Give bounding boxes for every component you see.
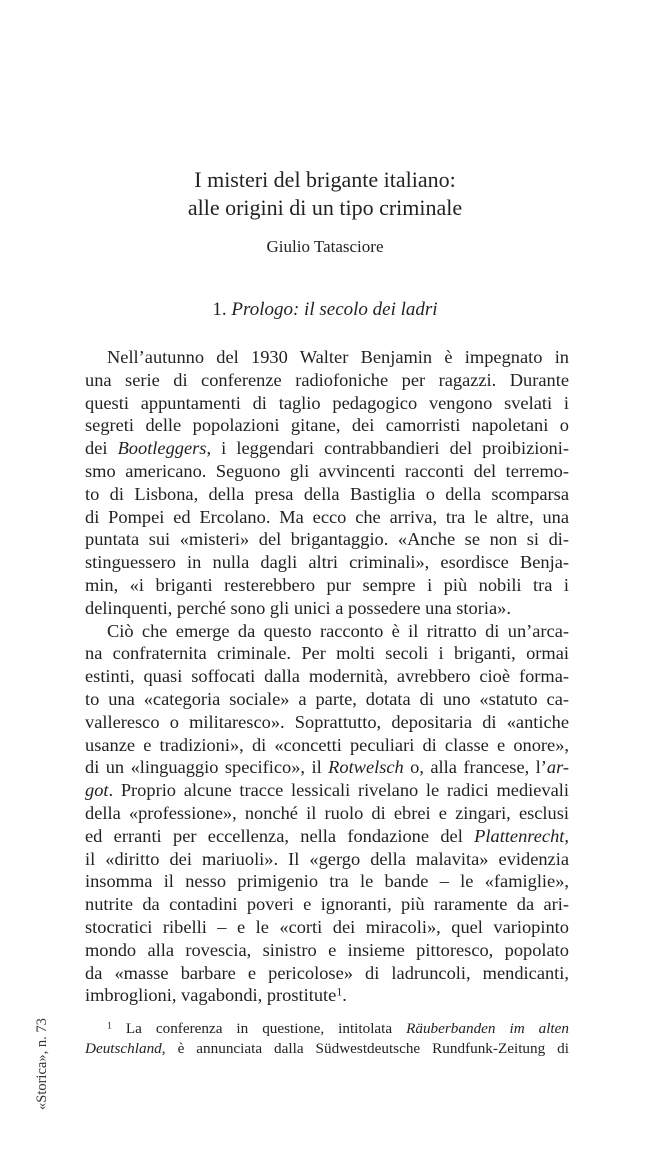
text-run: ed erranti per eccellenza, nella fondazione del	[85, 825, 475, 846]
body-text	[85, 346, 569, 1007]
text-run: imbroglioni, vagabondi, prostitute	[85, 985, 337, 1006]
text-run: .	[342, 985, 347, 1006]
text-run: o, alla francese, l’	[403, 757, 547, 778]
paragraph-1-line: stinguessero in nulla dagli altri criminali», esordisce Benja-	[85, 552, 569, 573]
footnote-marker[interactable]: 1	[336, 984, 343, 999]
paragraph-2-line: stocratici ribelli – e le «corti dei miracoli», quel variopinto	[85, 916, 569, 937]
paragraph-2-line	[85, 825, 569, 848]
section-heading	[0, 298, 650, 322]
footnote	[85, 1019, 569, 1059]
paragraph-1-line: to di Lisbona, della presa della Bastiglia o della scomparsa	[85, 483, 569, 504]
paragraph-2-line: della «professione», nonché il ruolo di ebrei e zingari, esclusi	[85, 802, 569, 823]
author-name: Giulio Tatasciore	[266, 237, 384, 256]
journal-reference: «Storica», n. 73	[34, 1018, 50, 1110]
paragraph-2-line: usanze e tradizioni», di «concetti peculiari di classe e onore»,	[85, 734, 569, 755]
paragraph-2-line: to una «categoria sociale» a parte, dotata di uno «statuto ca-	[85, 688, 569, 709]
text-run: La conferenza in questione, intitolata	[111, 1020, 407, 1037]
paragraph-1-line: Nell’autunno del 1930 Walter Benjamin è impegnato in	[107, 347, 569, 367]
paragraph-1-line: una serie di conferenze radiofoniche per ragazzi. Durante	[85, 369, 569, 390]
italic-term: got	[85, 780, 109, 801]
italic-term: Bootleggers	[117, 438, 207, 459]
section-title: Prologo: il secolo dei ladri	[231, 299, 438, 320]
paragraph-2-line: da «masse barbare e pericolose» di ladruncoli, mendicanti,	[85, 962, 569, 983]
paragraph-2-line: mondo alla rovescia, sinistro e insieme pittoresco, popolato	[85, 939, 569, 960]
text-run: dei	[85, 438, 118, 459]
italic-term: Rotwelsch	[328, 757, 404, 778]
italic-term: Räuberbanden im alten	[406, 1020, 569, 1037]
paragraph-2-line: Ciò che emerge da questo racconto è il ritratto di un’arca-	[107, 620, 569, 641]
paragraph-1-line: min, «i briganti resterebbero pur sempre i più nobili tra i	[85, 574, 569, 595]
paragraph-1-line	[85, 437, 569, 460]
paragraph-1-line: delinquenti, perché sono gli unici a possedere una storia».	[85, 597, 511, 618]
paragraph-2-line: valleresco o militaresco». Soprattutto, depositaria di «antiche	[85, 711, 569, 732]
paragraph-2-line	[85, 779, 569, 802]
paragraph-1-line: di Pompei ed Ercolano. Ma ecco che arriva, tra le altre, una	[85, 506, 569, 527]
footnote-line	[85, 1039, 569, 1059]
text-run: di un «linguaggio specifico», il	[85, 757, 329, 778]
section-number: 1.	[212, 299, 227, 320]
italic-term: Deutschland	[85, 1040, 162, 1057]
italic-term: ar-	[546, 757, 570, 778]
footnote-line	[85, 1019, 569, 1039]
article-title	[0, 166, 650, 222]
text-run: . Proprio alcune tracce lessicali rivelano le radici medievali	[108, 780, 569, 801]
italic-term: Plattenrecht	[474, 825, 565, 846]
text-run: ,	[564, 825, 569, 846]
paragraph-2-line	[85, 756, 569, 779]
footnote-number: 1	[107, 1020, 112, 1032]
paragraph-2-line: estinti, quasi soffocati dalla modernità, avrebbero cioè forma-	[85, 666, 569, 687]
text-run: , i leggendari contrabbandieri del proibizioni-	[206, 438, 569, 459]
text-run: , è annunciata dalla Südwestdeutsche Rundfunk-Zeitung di	[161, 1040, 569, 1057]
title-line-2: alle origini di un tipo criminale	[187, 195, 463, 220]
paragraph-2-line: il «diritto dei mariuoli». Il «gergo della malavita» evidenzia	[85, 848, 569, 869]
paragraph-1-line: questi appuntamenti di taglio pedagogico vengono svelati i	[85, 392, 569, 413]
paragraph-1-line: smo americano. Seguono gli avvincenti racconti del terremo-	[85, 460, 569, 481]
title-line-1: I misteri del brigante italiano:	[194, 167, 456, 192]
paragraph-1-line: puntata sui «misteri» del brigantaggio. «Anche se non si di-	[85, 529, 569, 550]
paragraph-2-line	[85, 984, 569, 1007]
paragraph-2-line: nutrite da contadini poveri e ignoranti, più raramente da ari-	[85, 894, 569, 915]
paragraph-2-line: insomma il nesso primigenio tra le bande – le «famiglie»,	[85, 871, 569, 892]
paragraph-2-line: na confraternita criminale. Per molti secoli i briganti, ormai	[85, 643, 569, 664]
paragraph-1-line: segreti delle popolazioni gitane, dei camorristi napoletani o	[85, 415, 569, 436]
